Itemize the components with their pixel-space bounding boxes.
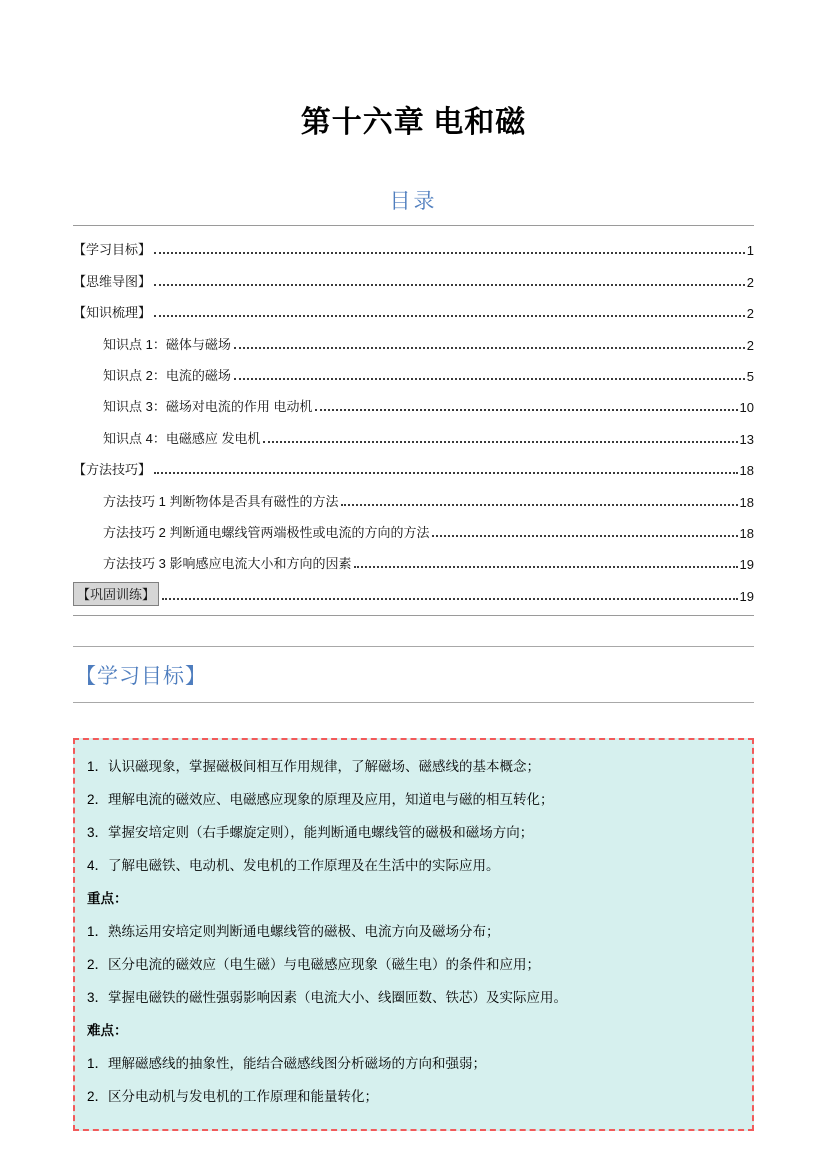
toc-entry-method-3[interactable]: [73, 544, 754, 575]
toc-top-divider: [73, 225, 754, 226]
toc-dot-leader: [354, 566, 737, 568]
section-heading-learning-goals: 【学习目标】: [75, 664, 207, 688]
toc-bottom-divider: [73, 615, 754, 616]
toc-entry-label: 【思维导图】: [73, 273, 152, 289]
toc-dot-leader: [154, 315, 745, 317]
toc-entry-label: 知识点 3：磁场对电流的作用 电动机: [103, 399, 313, 415]
toc-entry-label: 【学习目标】: [73, 242, 152, 258]
objective-line: 1．理解磁感线的抽象性，能结合磁感线图分析磁场的方向和强弱；: [87, 1055, 487, 1071]
toc-page-number: 18: [739, 525, 754, 541]
document-page: [73, 0, 754, 1131]
toc-entry-label: 【知识梳理】: [73, 305, 152, 321]
objective-subheading-difficult-points: 难点：: [87, 1022, 128, 1038]
toc-entry-knowledge-point-1[interactable]: [73, 324, 754, 355]
toc-entry-method-1[interactable]: [73, 481, 754, 512]
toc-dot-leader: [154, 472, 738, 474]
toc-entry-label: 方法技巧 3 影响感应电流大小和方向的因素: [103, 556, 352, 572]
toc-page-number: 19: [739, 588, 754, 604]
toc-dot-leader: [263, 441, 737, 443]
toc-entry-label: 知识点 4：电磁感应 发电机: [103, 430, 261, 446]
toc-entry-label: 知识点 2：电流的磁场: [103, 367, 231, 383]
toc-entry-methods[interactable]: [73, 450, 754, 481]
toc-page-number: 2: [746, 274, 754, 290]
toc-page-number: 13: [739, 431, 754, 447]
toc-entry-knowledge-outline[interactable]: [73, 293, 754, 324]
toc-entry-learning-goals[interactable]: [73, 230, 754, 261]
toc-entry-knowledge-point-4[interactable]: [73, 418, 754, 449]
objective-line: 2．理解电流的磁效应、电磁感应现象的原理及应用，知道电与磁的相互转化；: [87, 791, 554, 807]
table-of-contents: [73, 230, 754, 615]
section-heading-block: [73, 646, 754, 703]
toc-dot-leader: [234, 347, 745, 349]
toc-dot-leader: [315, 409, 737, 411]
toc-page-number: 10: [739, 400, 754, 416]
objective-line: 2．区分电流的磁效应（电生磁）与电磁感应现象（磁生电）的条件和应用；: [87, 956, 541, 972]
toc-entry-label: 知识点 1：磁体与磁场: [103, 336, 231, 352]
objective-line: 3．掌握安培定则（右手螺旋定则），能判断通电螺线管的磁极和磁场方向；: [87, 824, 534, 840]
toc-page-number: 19: [739, 557, 754, 573]
toc-page-number: 1: [746, 243, 754, 259]
objective-line: 4．了解电磁铁、电动机、发电机的工作原理及在生活中的实际应用。: [87, 857, 500, 873]
toc-entry-knowledge-point-3[interactable]: [73, 387, 754, 418]
toc-page-number: 2: [746, 306, 754, 322]
page-title: 第十六章 电和磁: [300, 106, 527, 139]
toc-heading: 目录: [389, 190, 438, 213]
toc-page-number: 5: [746, 368, 754, 384]
objective-line: 1．熟练运用安培定则判断通电螺线管的磁极、电流方向及磁场分布；: [87, 923, 500, 939]
objective-subheading-key-points: 重点：: [87, 890, 128, 906]
toc-dot-leader: [154, 284, 745, 286]
toc-entry-knowledge-point-2[interactable]: [73, 356, 754, 387]
toc-page-number: 18: [739, 463, 754, 479]
toc-entry-mind-map[interactable]: [73, 261, 754, 292]
objective-line: 3．掌握电磁铁的磁性强弱影响因素（电流大小、线圈匝数、铁芯）及实际应用。: [87, 989, 568, 1005]
learning-objectives-box: [73, 738, 754, 1131]
toc-entry-practice[interactable]: [73, 575, 754, 606]
toc-entry-label: 方法技巧 1 判断物体是否具有磁性的方法: [103, 493, 339, 509]
toc-entry-label: 【巩固训练】: [73, 582, 159, 606]
toc-dot-leader: [154, 252, 745, 254]
toc-entry-label: 方法技巧 2 判断通电螺线管两端极性或电流的方向的方法: [103, 524, 430, 540]
toc-dot-leader: [162, 598, 738, 600]
toc-entry-label: 【方法技巧】: [73, 462, 152, 478]
objective-line: 2．区分电动机与发电机的工作原理和能量转化；: [87, 1088, 379, 1104]
toc-page-number: 18: [739, 494, 754, 510]
toc-dot-leader: [341, 504, 737, 506]
objective-line: 1．认识磁现象，掌握磁极间相互作用规律，了解磁场、磁感线的基本概念；: [87, 758, 541, 774]
toc-dot-leader: [234, 378, 745, 380]
toc-page-number: 2: [746, 337, 754, 353]
toc-dot-leader: [432, 535, 737, 537]
toc-entry-method-2[interactable]: [73, 513, 754, 544]
